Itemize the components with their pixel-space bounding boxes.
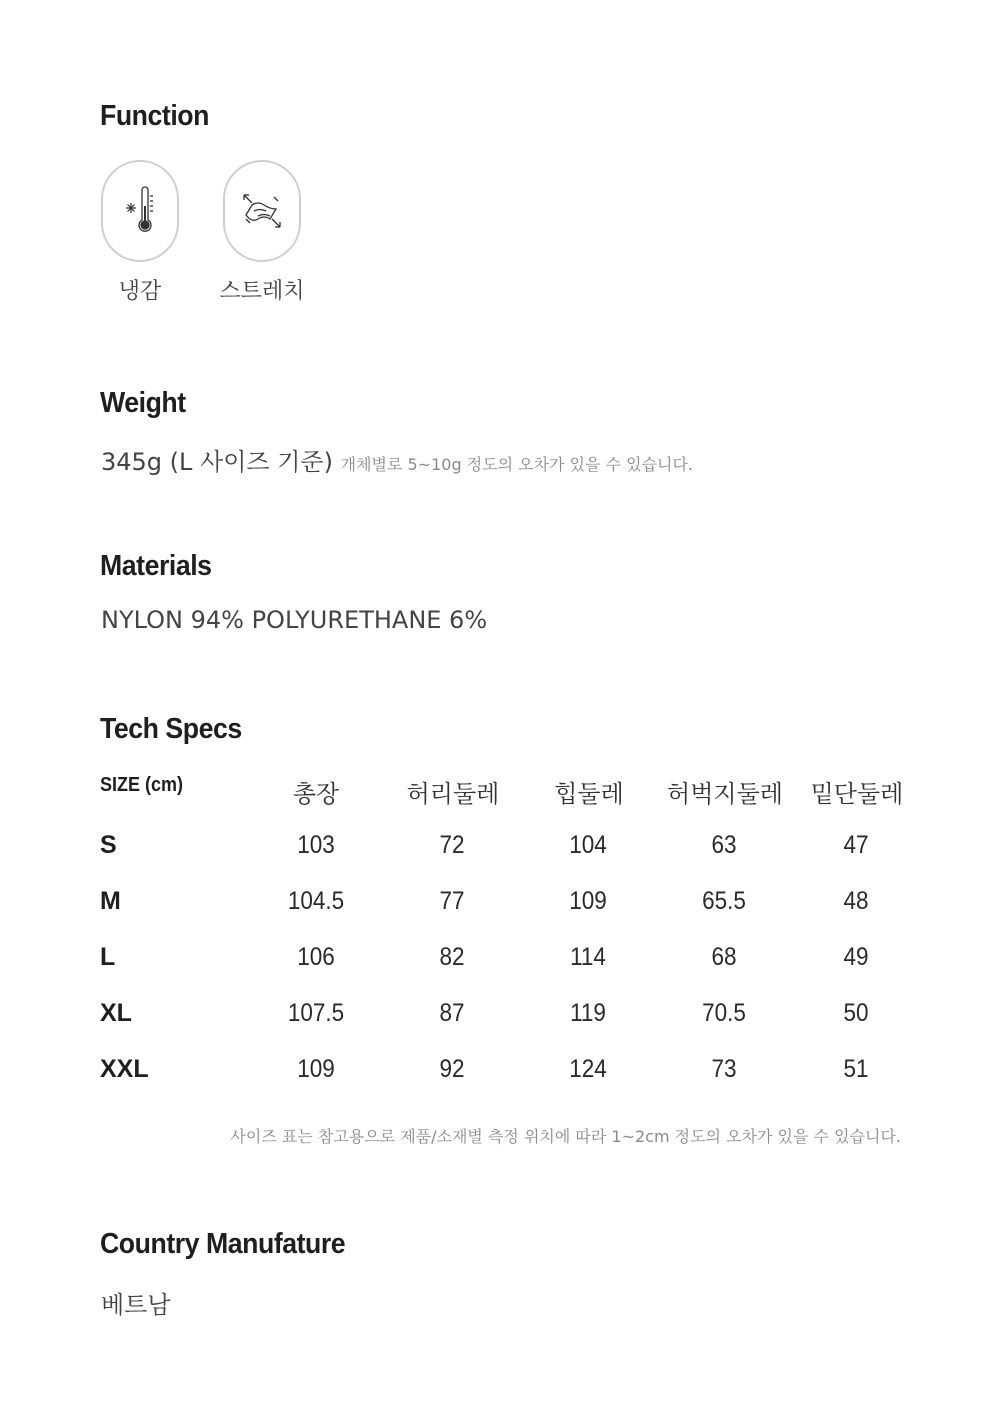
spec-value: 65.5 [702, 887, 746, 915]
country-title: Country Manufature [100, 1228, 346, 1260]
spec-size-label: L [100, 943, 116, 971]
spec-value: 72 [439, 831, 465, 859]
function-pill [223, 160, 301, 262]
spec-header-size: SIZE (cm) [100, 774, 184, 796]
weight-value: 345g (L 사이즈 기준) [101, 448, 333, 476]
spec-value: 104.5 [287, 887, 345, 915]
function-item-stretch [219, 160, 305, 304]
spec-value: 49 [843, 943, 869, 971]
spec-value: 73 [711, 1055, 737, 1083]
weight-line [101, 442, 693, 477]
spec-header-cell: 허벅지둘레 [667, 780, 783, 808]
spec-value: 114 [570, 943, 606, 971]
spec-header-cell: 허리둘레 [406, 780, 500, 808]
spec-size-label: M [100, 887, 121, 915]
spec-value: 104 [569, 831, 607, 859]
spec-size-label: XL [100, 999, 132, 1027]
spec-value: 47 [843, 831, 869, 859]
spec-row [0, 999, 1000, 1035]
spec-value: 109 [569, 887, 607, 915]
spec-value: 50 [843, 999, 869, 1027]
spec-value: 106 [297, 943, 335, 971]
spec-row [0, 1055, 1000, 1091]
thermometer-snowflake-icon [120, 186, 160, 236]
spec-value: 107.5 [287, 999, 345, 1027]
spec-value: 92 [439, 1055, 465, 1083]
spec-header-cell: 밑단둘레 [810, 780, 904, 808]
stretch-fabric-icon [240, 189, 284, 233]
function-label: 스트레치 [219, 279, 305, 304]
spec-note: 사이즈 표는 참고용으로 제품/소재별 측정 위치에 따라 1~2cm 정도의 오차가 있을 수 있습니다. [230, 1127, 901, 1146]
spec-value: 48 [843, 887, 869, 915]
weight-title: Weight [100, 387, 186, 419]
materials-title: Materials [100, 550, 212, 582]
spec-value: 68 [711, 943, 737, 971]
spec-header-cell: 힙둘레 [554, 780, 624, 808]
spec-value: 77 [439, 887, 465, 915]
country-value: 베트남 [101, 1291, 171, 1319]
tech-specs-title: Tech Specs [100, 713, 242, 745]
function-title: Function [100, 100, 209, 132]
spec-value: 63 [711, 831, 737, 859]
function-label: 냉감 [118, 279, 162, 304]
spec-row [0, 887, 1000, 923]
spec-row [0, 831, 1000, 867]
spec-header-row [0, 774, 1000, 810]
spec-row [0, 943, 1000, 979]
spec-value: 51 [843, 1055, 869, 1083]
materials-value: NYLON 94% POLYURETHANE 6% [101, 606, 488, 634]
spec-size-label: XXL [100, 1055, 149, 1083]
spec-value: 87 [439, 999, 465, 1027]
function-pill [101, 160, 179, 262]
spec-value: 70.5 [702, 999, 746, 1027]
spec-value: 124 [569, 1055, 607, 1083]
spec-value: 119 [570, 999, 606, 1027]
function-item-cooling [101, 160, 179, 304]
weight-note: 개체별로 5~10g 정도의 오차가 있을 수 있습니다. [340, 455, 694, 474]
spec-header-cell: 총장 [292, 780, 340, 808]
spec-value: 109 [297, 1055, 335, 1083]
spec-value: 82 [439, 943, 465, 971]
spec-value: 103 [297, 831, 335, 859]
spec-size-label: S [100, 831, 117, 859]
